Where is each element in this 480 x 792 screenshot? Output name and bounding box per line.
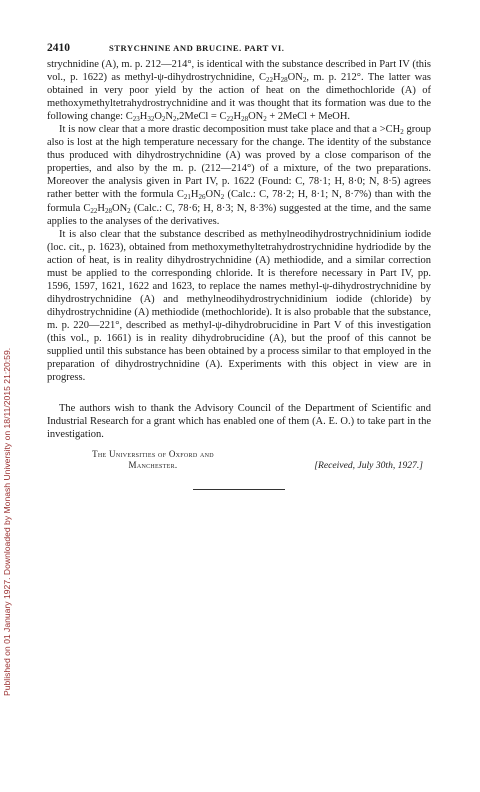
article-footer xyxy=(47,449,431,477)
text-run: group also is lost at the high temperature necessary for the change. The identity of the substance thus produced with dihydrostrychnidine (A) was proved by a close comparison of the properties, and also by the m. p. (212—214°) of a mixture, of the two preparations. Moreover the analysis given in Part IV, p. 1622 (Found: C, 78·1; H, 8·0; N, 8·5) agrees rather better with the formula C xyxy=(47,124,431,201)
formula-subscript: 22 xyxy=(90,206,98,215)
download-watermark xyxy=(0,96,16,696)
formula-subscript: 2 xyxy=(220,193,225,202)
formula-subscript: 2 xyxy=(263,115,267,124)
formula-subscript: 26 xyxy=(198,193,206,202)
affiliation-line: The Universities of Oxford and xyxy=(92,449,214,460)
running-title: STRYCHNINE AND BRUCINE. PART VI. xyxy=(109,43,285,53)
download-watermark-text: Published on 01 January 1927. Downloaded by Monash University on 18/11/2015 21:20:59. xyxy=(2,347,12,696)
page-number: 2410 xyxy=(47,42,70,54)
journal-page xyxy=(47,42,431,490)
formula-subscript: 2 xyxy=(161,115,166,124)
formula-subscript: 2 xyxy=(127,206,131,215)
body-paragraph xyxy=(47,228,431,385)
formula-subscript: 28 xyxy=(104,206,112,215)
text-run: N xyxy=(165,111,174,123)
text-run: The authors wish to thank the Advisory Council of the Department of Scientific and Industrial Research for a grant which has enabled one of them (A. E. O.) to take part in the investigation. xyxy=(47,403,431,441)
running-head xyxy=(47,42,431,58)
text-run: It is also clear that the substance described as methylneodihydrostrychnidinium iodide (loc. cit., p. 1623), obtained from methoxymethyltetrahydrostrychnidine hydriodide by the action of heat, is in reality dihydrostrychnidine (A) methiodide, and a similar correction must be applied to the corresponding chloride. It is therefore necessary in Part IV, pp. 1596, 1597, 1621, 1622 and 1623, to replace the names methyl-ψ-dihydrostrychnidine by dihydrostrychnidine (A) and methylneodihydrostrychnidinium iodide (chloride) by dihydrostrychnidine (A) methiodide (methochloride). It is also probable that the substance, m. p. 220—221°, described as methyl-ψ-dihydrobrucidine in Part V of this investigation (this vol., p. 1661) is in reality dihydrobrucidine (A), but the proof of this cannot be supplied until this substance has been obtained by a process similar to that employed in the preparation of dihydrostrychnidine (A). Experiments with this object in view are in progress. xyxy=(47,228,431,384)
closing-rule xyxy=(193,489,285,490)
text-run: (Calc.: C, 78·6; H, 8·3; N, 8·3%) suggested at the time, and the same applies to the analyses of the derivatives. xyxy=(47,202,431,227)
text-run: (Calc.: C, 78·2; H, 8·1; N, 8·7%) than with the formula C xyxy=(47,189,431,214)
text-run: H xyxy=(190,189,199,201)
text-run: + 2MeCl + MeOH. xyxy=(266,111,351,123)
text-run: , m. p. 212°. The latter was obtained in very poor yield by the action of heat on the dimethochloride (A) of methoxymethyltetrahydrostrychnidine and it was thought that its formation was due to the following change: C xyxy=(47,72,431,123)
text-run: ON xyxy=(287,72,303,84)
text-run: It is now clear that a more drastic decomposition must take place and that a >CH xyxy=(59,124,401,136)
formula-subscript: 21 xyxy=(183,193,191,202)
formula-subscript: 28 xyxy=(280,76,288,85)
formula-subscript: 22 xyxy=(226,115,234,124)
formula-subscript: 28 xyxy=(241,115,249,124)
formula-subscript: 2 xyxy=(400,128,404,137)
text-run: H xyxy=(233,111,242,123)
text-run: ON xyxy=(248,111,264,123)
text-run: H xyxy=(139,111,148,123)
author-affiliation xyxy=(53,449,253,471)
body-text xyxy=(47,58,431,441)
acknowledgement-paragraph xyxy=(47,402,431,441)
formula-subscript: 22 xyxy=(266,76,274,85)
text-run: O xyxy=(154,111,162,123)
text-run: H xyxy=(273,72,281,84)
formula-subscript: 23 xyxy=(132,115,140,124)
formula-subscript: 2 xyxy=(173,115,177,124)
text-run: ON xyxy=(205,189,221,201)
formula-subscript: 2 xyxy=(302,76,307,85)
affiliation-line: Manchester. xyxy=(128,460,178,471)
text-run: ON xyxy=(111,202,128,214)
text-run: ,2MeCl = C xyxy=(176,111,227,123)
body-paragraph xyxy=(47,58,431,123)
text-run: H xyxy=(97,202,105,214)
body-paragraph xyxy=(47,123,431,227)
formula-subscript: 32 xyxy=(147,115,155,124)
received-date: [Received, July 30th, 1927.] xyxy=(314,460,423,472)
text-run: strychnidine (A), m. p. 212—214°, is identical with the substance described in Part IV (this vol., p. 1622) as methyl-ψ-dihydrostrychnidine, C xyxy=(47,59,431,84)
